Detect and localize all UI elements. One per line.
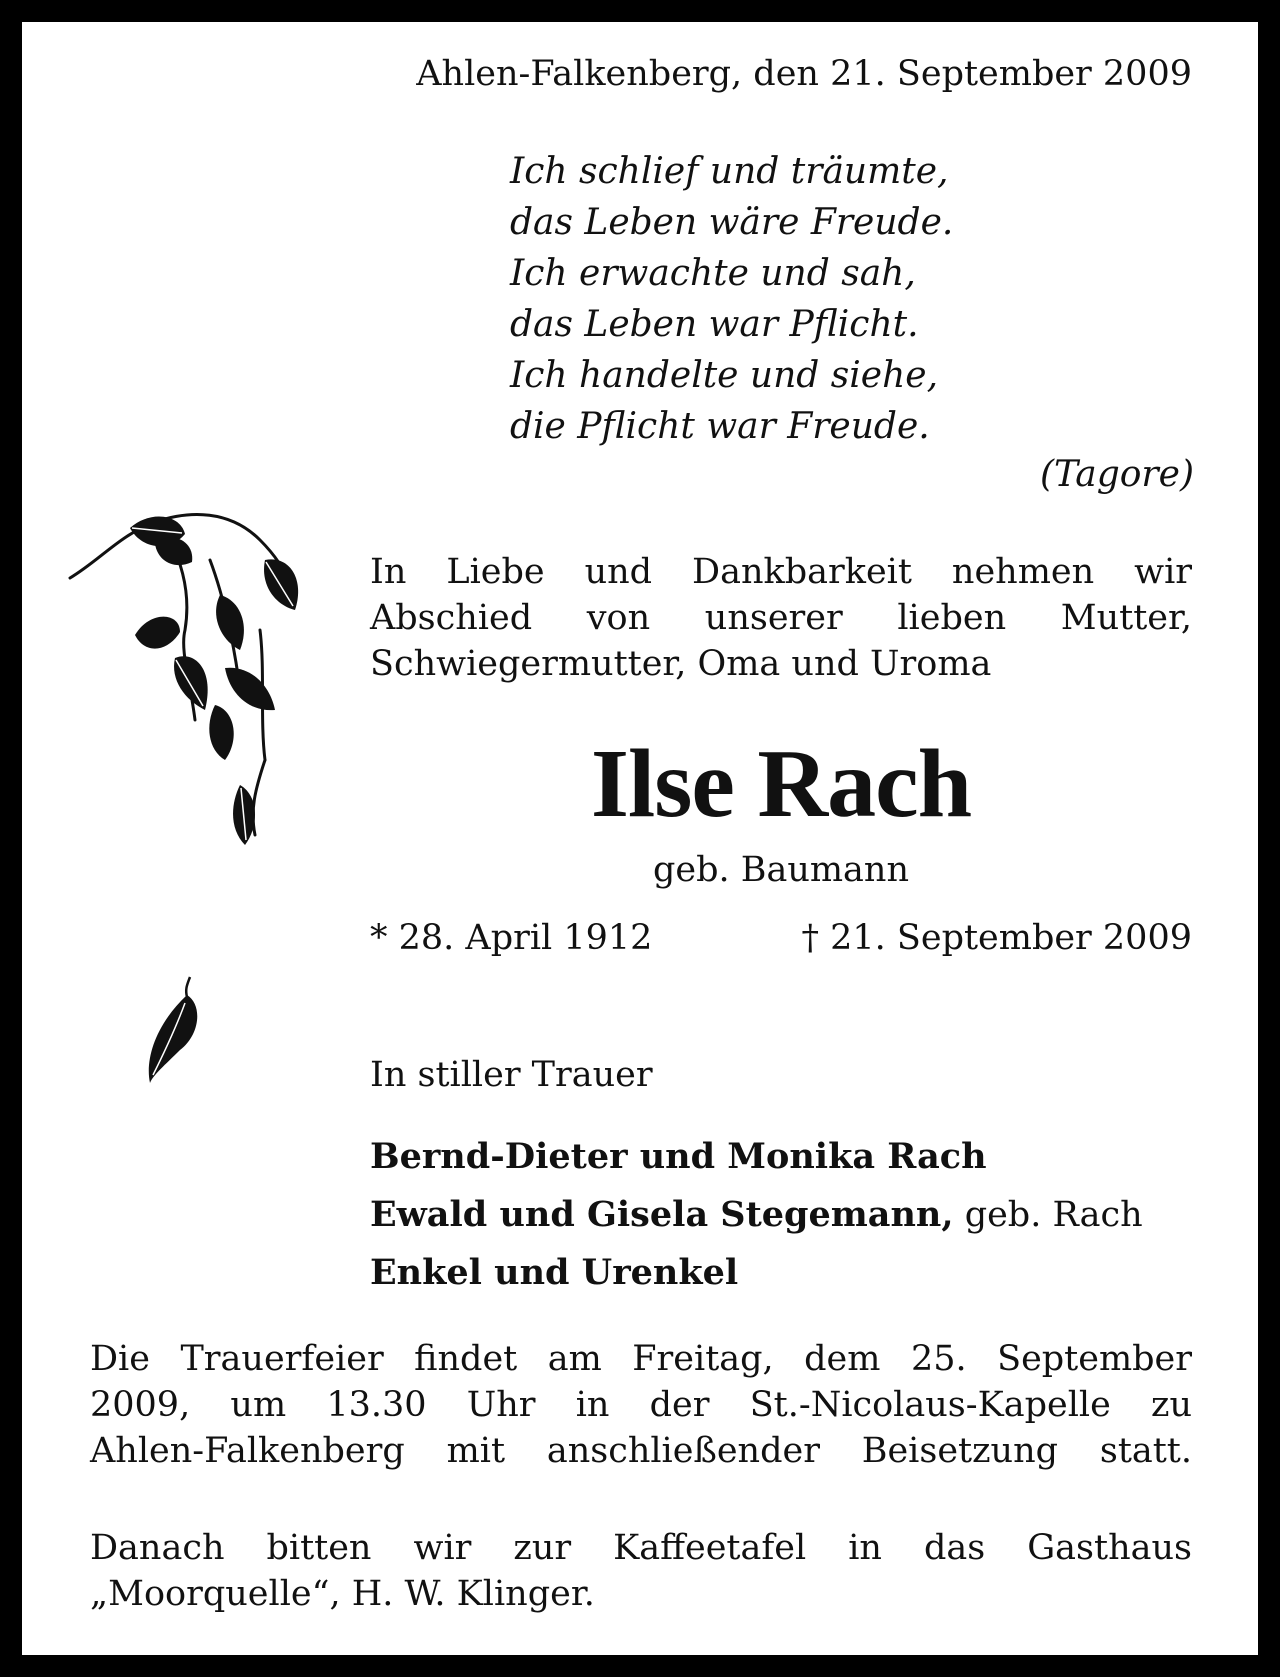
funeral-service-info bbox=[90, 1336, 1192, 1474]
place-date: Ahlen-Falkenberg, den 21. September 2009 bbox=[416, 54, 1192, 94]
mourner-note: geb. Rach bbox=[953, 1195, 1143, 1235]
farewell-line: Schwiegermutter, Oma und Uroma bbox=[370, 644, 992, 684]
farewell-text bbox=[370, 549, 1192, 687]
poem-line: die Pflicht war Freude. bbox=[510, 406, 930, 447]
deceased-name: Ilse Rach bbox=[590, 730, 972, 838]
reception-info bbox=[90, 1525, 1192, 1617]
reception-line: Danach bitten wir zur Kaffeetafel in das Gasthaus bbox=[90, 1528, 1192, 1568]
death-date: † 21. September 2009 bbox=[801, 918, 1192, 958]
mourners-list bbox=[370, 1128, 1143, 1302]
farewell-line: In Liebe und Dankbarkeit nehmen wir bbox=[370, 552, 1192, 592]
mourner-names: Bernd-Dieter und Monika Rach bbox=[370, 1136, 987, 1177]
poem bbox=[510, 146, 953, 452]
poem-line: das Leben wäre Freude. bbox=[510, 202, 954, 243]
mourner-names: Ewald und Gisela Stegemann, bbox=[370, 1194, 954, 1235]
mourner-entry bbox=[370, 1128, 1143, 1186]
poem-line: das Leben war Pflicht. bbox=[510, 304, 919, 345]
reception-line: „Moorquelle“, H. W. Klinger. bbox=[90, 1574, 595, 1614]
poem-line: Ich schlief und träumte, bbox=[510, 151, 949, 192]
maiden-name: geb. Baumann bbox=[652, 850, 910, 890]
poem-line: Ich handelte und siehe, bbox=[510, 355, 939, 396]
mourner-entry bbox=[370, 1244, 1143, 1302]
mourning-intro: In stiller Trauer bbox=[370, 1055, 653, 1095]
birch-branch-illustration bbox=[60, 500, 340, 900]
poem-author: (Tagore) bbox=[1039, 454, 1194, 495]
service-line: Die Trauerfeier findet am Freitag, dem 25. September bbox=[90, 1339, 1192, 1379]
falling-leaf-illustration bbox=[145, 975, 215, 1085]
birth-date: * 28. April 1912 bbox=[370, 918, 653, 958]
service-line: Ahlen-Falkenberg mit anschließender Beisetzung statt. bbox=[90, 1431, 1192, 1471]
farewell-line: Abschied von unserer lieben Mutter, bbox=[370, 598, 1192, 638]
mourner-entry bbox=[370, 1186, 1143, 1244]
poem-line: Ich erwachte und sah, bbox=[510, 253, 916, 294]
mourner-names: Enkel und Urenkel bbox=[370, 1252, 739, 1293]
service-line: 2009, um 13.30 Uhr in der St.-Nicolaus-Kapelle zu bbox=[90, 1385, 1192, 1425]
